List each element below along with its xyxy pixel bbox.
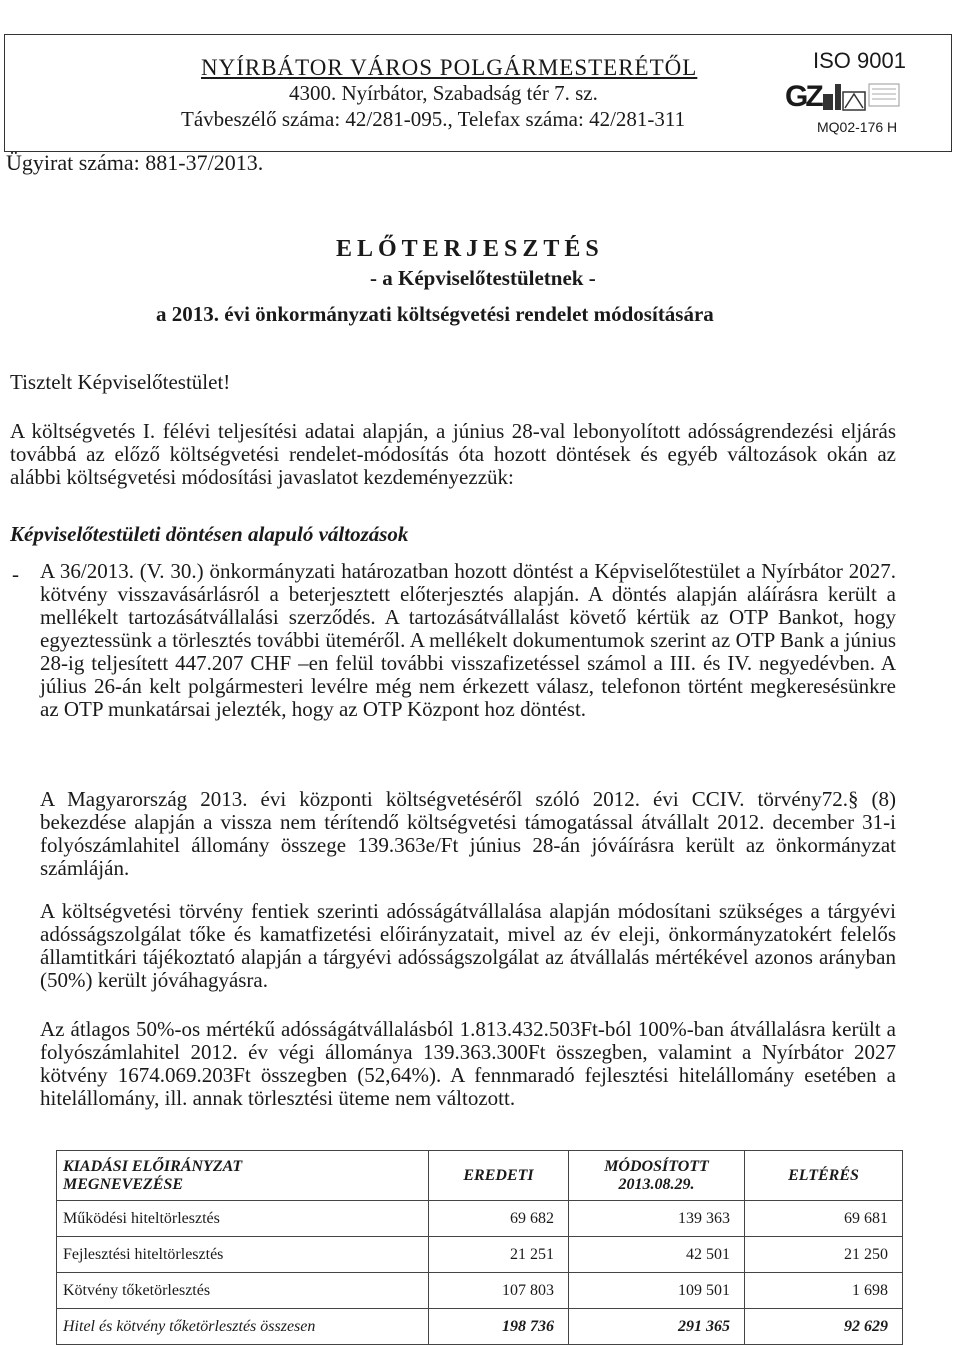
- row-modified: 42 501: [569, 1237, 745, 1273]
- section-heading: Képviselőtestületi döntésen alapuló változások: [10, 522, 409, 546]
- column-header-modified-line1: MÓDOSÍTOTT: [604, 1157, 709, 1175]
- column-header-name-line1: KIADÁSI ELŐIRÁNYZAT: [63, 1157, 243, 1175]
- table-total-row: [57, 1309, 903, 1345]
- file-number: Ügyirat száma: 881-37/2013.: [6, 150, 264, 175]
- total-name: Hitel és kötvény tőketörlesztés összesen: [57, 1309, 429, 1345]
- table-header-row: [57, 1151, 903, 1201]
- row-name: Kötvény tőketörlesztés: [57, 1273, 429, 1309]
- total-difference: 92 629: [745, 1309, 903, 1345]
- row-difference: 69 681: [745, 1201, 903, 1237]
- column-header-name-line2: MEGNEVEZÉSE: [63, 1175, 184, 1193]
- row-difference: 1 698: [745, 1273, 903, 1309]
- row-original: 21 251: [429, 1237, 569, 1273]
- iso-certificate-code: MQ02-176 H: [817, 119, 898, 135]
- column-header-difference: ELTÉRÉS: [745, 1151, 903, 1201]
- salutation: Tisztelt Képviselőtestület!: [10, 370, 231, 394]
- row-original: 69 682: [429, 1201, 569, 1237]
- row-modified: 139 363: [569, 1201, 745, 1237]
- issuer-address: 4300. Nyírbátor, Szabadság tér 7. sz.: [289, 81, 598, 105]
- table-row: [57, 1201, 903, 1237]
- document-subject: a 2013. évi önkormányzati költségvetési rendelet módosítására: [156, 302, 714, 326]
- table-row: [57, 1273, 903, 1309]
- total-original: 198 736: [429, 1309, 569, 1345]
- paragraph-debt-assumption: Az átlagos 50%-os mértékű adósságátvállalásból 1.813.432.503Ft-ból 100%-ban átvállalásra került a folyószámlahitel 2012. év végi állománya 139.363.300Ft összegben, valamint a Nyírbátor 2027 kötvény 1674.069.203Ft összegben (52,64%). A fennmaradó fejlesztési hitelállomány esetében a hitelállomány, ill. annak törlesztési üteme nem változott.: [40, 1017, 896, 1110]
- row-modified: 109 501: [569, 1273, 745, 1309]
- paragraph-bond-decision: A 36/2013. (V. 30.) önkormányzati határozatban hozott döntést a Képviselőtestület a Nyírbátor 2027. kötvény visszavásárlásról a beterjesztett előterjesztés alapján. A döntés alapján aláírásra került a mellékelt tartozásátvállalási szerződés. A tartozásátvállalást követő kértük az OTP Bankot, hogy egyeztessünk a törlesztés további üteméről. A mellékelt dokumentumok szerint az OTP Bank a június 28-ig teljesített 447.207 CHF –en felül további visszafizetéssel számol a III. és IV. negyedévben. A július 26-án kelt polgármesteri levélre még nem érkezett válasz, telefonon történt megkeresésünkre az OTP munkatársai jelezték, hogy az OTP Központ hoz döntést.: [40, 559, 896, 721]
- document-title: ELŐTERJESZTÉS: [336, 236, 604, 262]
- paragraph-budget-law: A Magyarország 2013. évi központi költségvetéséről szóló 2012. évi CCIV. törvény72.§ (8) bekezdése alapján a vissza nem térítendő költségvetési támogatással átvállalt 2012. december 31-i folyószámlahitel állomány összege 139.363e/Ft június 28-án jóváírásra került az önkormányzat számláján.: [40, 787, 896, 880]
- total-modified: 291 365: [569, 1309, 745, 1345]
- budget-table: [56, 1150, 903, 1345]
- letterhead-box: [4, 34, 952, 152]
- issuer-name: NYÍRBÁTOR VÁROS POLGÁRMESTERÉTŐL: [201, 55, 698, 80]
- column-header-modified: [569, 1151, 745, 1201]
- row-name: Fejlesztési hiteltörlesztés: [57, 1237, 429, 1273]
- issuer-phone-fax: Távbeszélő száma: 42/281-095., Telefax száma: 42/281-311: [181, 107, 686, 131]
- gz-logo-mark: GZ: [785, 80, 821, 113]
- table-row: [57, 1237, 903, 1273]
- intro-paragraph: A költségvetés I. félévi teljesítési adatai alapján, a június 28-val lebonyolított adósságrendezési eljárás továbbá az előző költségvetési rendelet-módosítás óta hozott döntések és egyéb változások okán az alábbi költségvetési módosítási javaslatot kezdeményezzük:: [10, 419, 896, 489]
- column-header-modified-line2: 2013.08.29.: [618, 1175, 695, 1193]
- paragraph-debt-service: A költségvetési törvény fentiek szerinti adósságátvállalása alapján módosítani szükséges a tárgyévi adósságszolgálat tőke és kamatfizetési előirányzatait, mivel az év eleji, önkormányzatokért felelős államtitkári tájékoztató alapján a tárgyévi adósságszolgálat az átvállalás mértékével azonos arányban (50%) került jóváhagyásra.: [40, 899, 896, 992]
- document-subtitle: - a Képviselőtestületnek -: [370, 266, 596, 290]
- iso-certification-title: ISO 9001: [813, 48, 906, 73]
- column-header-original: EREDETI: [429, 1151, 569, 1201]
- list-bullet: -: [12, 562, 19, 586]
- row-difference: 21 250: [745, 1237, 903, 1273]
- row-name: Működési hiteltörlesztés: [57, 1201, 429, 1237]
- iso-certification-logo: [783, 77, 913, 117]
- column-header-name: [57, 1151, 429, 1201]
- certification-mark-icon: [821, 80, 903, 114]
- row-original: 107 803: [429, 1273, 569, 1309]
